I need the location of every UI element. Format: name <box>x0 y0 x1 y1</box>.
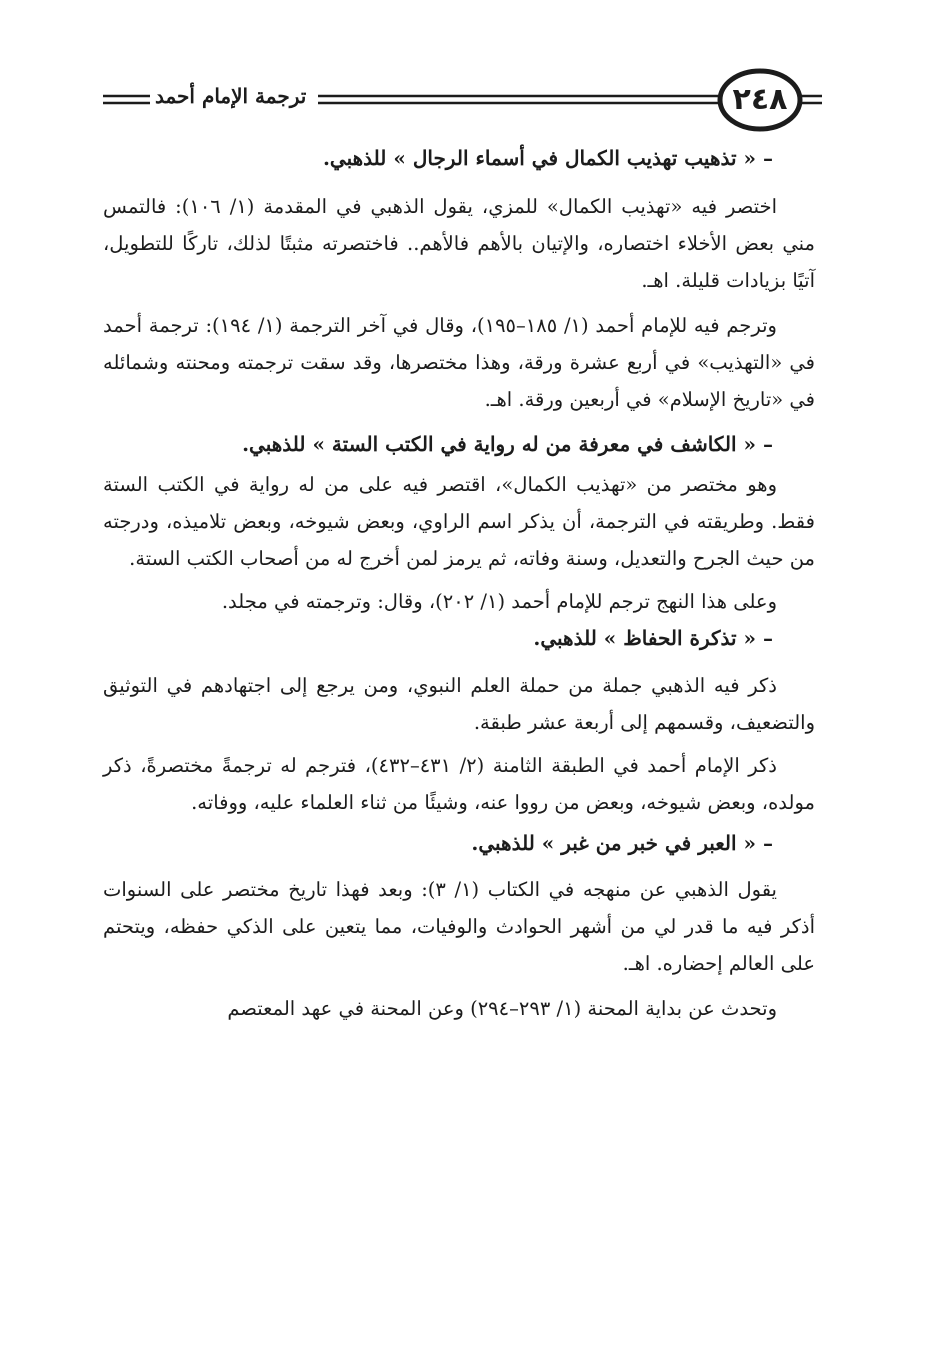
page-body <box>103 140 815 1027</box>
running-title: ترجمة الإمام أحمد <box>155 84 307 108</box>
paragraph: وهو مختصر من «تهذيب الكمال»، اقتصر فيه على من له رواية في الكتب الستة فقط. وطريقته في الترجمة، أن يذكر اسم الراوي، وبعض شيوخه، وبعض تلاميذه، ودرجته من حيث الجرح والتعديل، وسنة وفاته، ثم يرمز لمن أخرج له من أصحاب الكتب الستة. <box>103 473 815 570</box>
paragraph: وترجم فيه للإمام أحمد (١/ ١٨٥–١٩٥)، وقال في آخر الترجمة (١/ ١٩٤): ترجمة أحمد في «التهذيب» في أربع عشرة ورقة، وهذا مختصرها، وقد سقت ترجمته ومحنته وشمائله في «تاريخ الإسلام» في أربعين ورقة. اهـ. <box>103 314 815 411</box>
paragraph: وتحدث عن بداية المحنة (١/ ٢٩٣–٢٩٤) وعن المحنة في عهد المعتصم <box>227 997 777 1020</box>
entry-title: – « تذكرة الحفاظ » للذهبي. <box>533 626 773 650</box>
entry-title: – « الكاشف في معرفة من له رواية في الكتب الستة » للذهبي. <box>242 432 773 456</box>
paragraph: يقول الذهبي عن منهجه في الكتاب (١/ ٣): وبعد فهذا تاريخ مختصر على السنوات أذكر فيه ما قدر لي من أشهر الحوادث والوفيات، مما يتعين على الذكي حفظه، ويتحتم على العالم إحضاره. اهـ. <box>103 878 815 975</box>
paragraph: وعلى هذا النهج ترجم للإمام أحمد (١/ ٢٠٢)، وقال: وترجمته في مجلد. <box>221 590 777 613</box>
page-header <box>0 0 948 150</box>
paragraph: ذكر الإمام أحمد في الطبقة الثامنة (٢/ ٤٣١–٤٣٢)، فترجم له ترجمةً مختصرةً، ذكر مولده، وبعض شيوخه، وبعض من رووا عنه، وشيئًا من ثناء العلماء عليه، ووفاته. <box>103 754 815 814</box>
entry-title: – « العبر في خبر من غبر » للذهبي. <box>471 831 773 855</box>
entry-title: – « تذهيب تهذيب الكمال في أسماء الرجال » للذهبي. <box>322 146 773 170</box>
header-ornament <box>0 0 948 150</box>
paragraph: اختصر فيه «تهذيب الكمال» للمزي، يقول الذهبي في المقدمة (١/ ١٠٦): فالتمس مني بعض الأخلاء اختصاره، والإتيان بالأهم فالأهم.. فاختصرته مثبتًا لذلك، تاركًا للتطويل، آتيًا بزيادات قليلة. اهـ. <box>103 195 815 292</box>
paragraph: ذكر فيه الذهبي جملة من حملة العلم النبوي، ومن يرجع إلى اجتهادهم في التوثيق والتضعيف، وقسمهم إلى أربعة عشر طبقة. <box>103 674 815 734</box>
page-number: ٢٤٨ <box>732 82 788 117</box>
